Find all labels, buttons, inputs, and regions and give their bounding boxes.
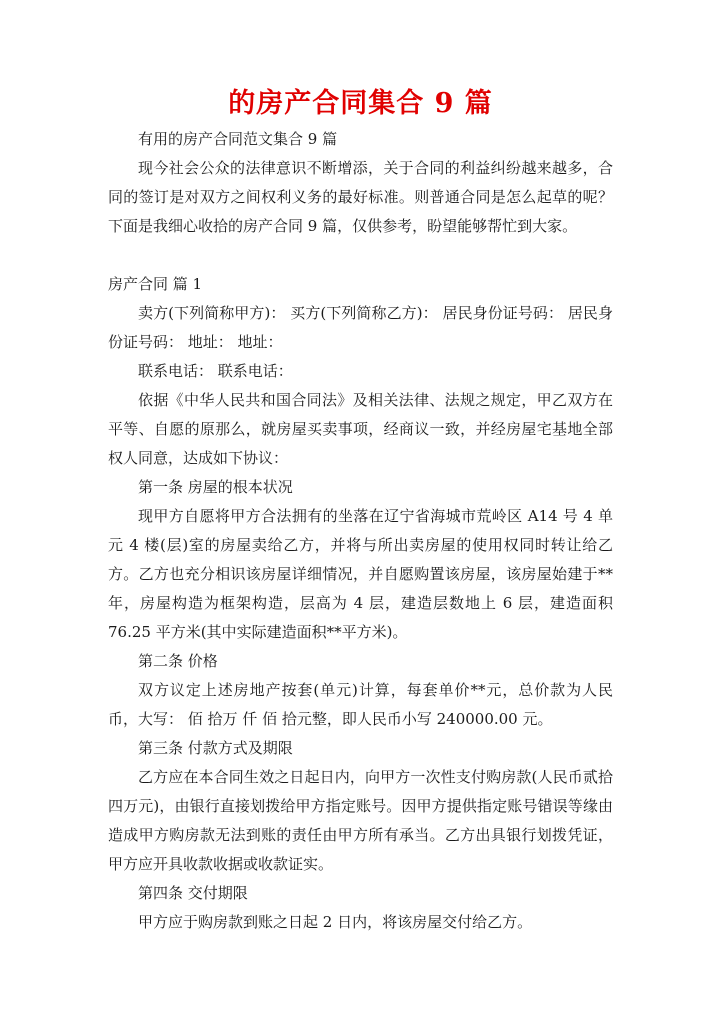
article-1-title: 第一条 房屋的根本状况 [138, 478, 293, 496]
basis-paragraph: 依据《中华人民共和国合同法》及相关法律、法规之规定，甲乙双方在平等、自愿的原那么，就房屋买卖事项，经商议一致，并经房屋宅基地全部权人同意，达成如下协议： [108, 391, 613, 467]
parties-paragraph: 卖方(下列简称甲方)： 买方(下列简称乙方)： 居民身份证号码： 居民身份证号码： 地址： 地址： [108, 304, 613, 351]
document-subtitle: 有用的房产合同范文集合 9 篇 [138, 130, 338, 148]
document-page [108, 84, 613, 937]
article-4-body: 甲方应于购房款到账之日起 2 日内，将该房屋交付给乙方。 [138, 913, 533, 931]
document-title: 的房产合同集合 9 篇 [228, 88, 493, 119]
article-3-body: 乙方应在本合同生效之日起日内，向甲方一次性支付购房款(人民币贰拾四万元)，由银行直接划拨给甲方指定账号。因甲方提供指定账号错误等缘由造成甲方购房款无法到账的责任由甲方所有承当。乙方出具银行划拨凭证，甲方应开具收款收据或收款证实。 [108, 768, 613, 873]
blank-line [108, 241, 613, 270]
contact-paragraph: 联系电话： 联系电话： [138, 362, 293, 380]
article-2-title: 第二条 价格 [138, 652, 218, 670]
section-heading: 房产合同 篇 1 [108, 275, 203, 293]
intro-paragraph: 现今社会公众的法律意识不断增添，关于合同的利益纠纷越来越多，合同的签订是对双方之间权利义务的最好标准。则普通合同是怎么起草的呢？下面是我细心收拾的房产合同 9 篇，仅供参考，盼望能够帮忙到大家。 [108, 159, 613, 235]
article-3-title: 第三条 付款方式及期限 [138, 739, 293, 757]
article-4-title: 第四条 交付期限 [138, 884, 248, 902]
article-2-body: 双方议定上述房地产按套(单元)计算，每套单价**元，总价款为人民币，大写： 佰 拾万 仟 佰 拾元整，即人民币小写 240000.00 元。 [108, 681, 613, 728]
article-1-body: 现甲方自愿将甲方合法拥有的坐落在辽宁省海城市荒岭区 A14 号 4 单元 4 楼(层)室的房屋卖给乙方，并将与所出卖房屋的使用权同时转让给乙方。乙方也充分相识该房屋详细情况，并自愿购置该房屋，该房屋始建于**年，房屋构造为框架构造，层高为 4 层，建造层数地上 6 层，建造面积 76.25 平方米(其中实际建造面积**平方米)。 [108, 507, 613, 641]
